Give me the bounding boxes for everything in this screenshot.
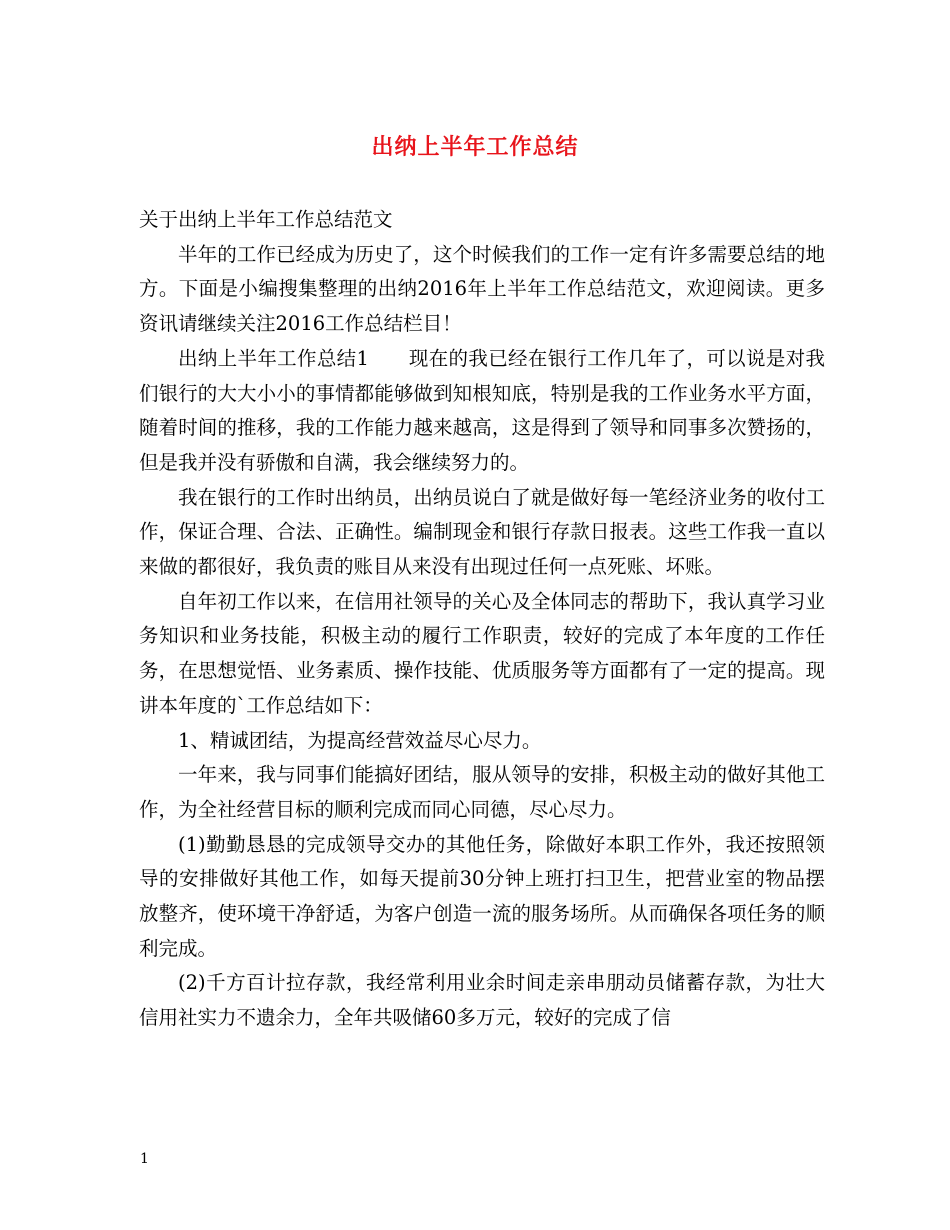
- paragraph-summary-1: 出纳上半年工作总结1 现在的我已经在银行工作几年了，可以说是对我们银行的大大小小的事情都能够做到知根知底，特别是我的工作业务水平方面，随着时间的推移，我的工作能力越来越高，这是得到了领导和同事多次赞扬的，但是我并没有骄傲和自满，我会继续努力的。: [139, 346, 825, 474]
- paragraph-cashier-duties: 我在银行的工作时出纳员，出纳员说白了就是做好每一笔经济业务的收付工作，保证合理、合法、正确性。编制现金和银行存款日报表。这些工作我一直以来做的都很好，我负责的账目从来没有出现过任何一点死账、坏账。: [139, 485, 825, 579]
- paragraph-section-heading-1: 1、精诚团结，为提高经营效益尽心尽力。: [178, 728, 542, 752]
- page-number: 1: [140, 1151, 149, 1167]
- paragraph-item-1: (1)勤勤恳恳的完成领导交办的其他任务，除做好本职工作外，我还按照领导的安排做好其他工作，如每天提前30分钟上班打扫卫生，把营业室的物品摆放整齐，使环境干净舒适，为客户创造一流的服务场所。从而确保各项任务的顺利完成。: [139, 832, 825, 960]
- document-body: [139, 203, 825, 1036]
- paragraph-intro: 半年的工作已经成为历史了，这个时候我们的工作一定有许多需要总结的地方。下面是小编搜集整理的出纳2016年上半年工作总结范文，欢迎阅读。更多资讯请继续关注2016工作总结栏目！: [139, 242, 825, 336]
- paragraph-teamwork: 一年来，我与同事们能搞好团结，服从领导的安排，积极主动的做好其他工作，为全社经营目标的顺利完成而同心同德，尽心尽力。: [139, 763, 825, 821]
- document-title: 出纳上半年工作总结: [371, 135, 579, 160]
- paragraph-item-2: (2)千方百计拉存款，我经常利用业余时间走亲串朋动员储蓄存款，为壮大信用社实力不遗余力，全年共吸储60多万元，较好的完成了信: [139, 971, 825, 1030]
- paragraph-year-review: 自年初工作以来，在信用社领导的关心及全体同志的帮助下，我认真学习业务知识和业务技能，积极主动的履行工作职责，较好的完成了本年度的工作任务，在思想觉悟、业务素质、操作技能、优质服务等方面都有了一定的提高。现讲本年度的`工作总结如下：: [139, 589, 825, 717]
- document-subtitle: 关于出纳上半年工作总结范文: [139, 208, 393, 231]
